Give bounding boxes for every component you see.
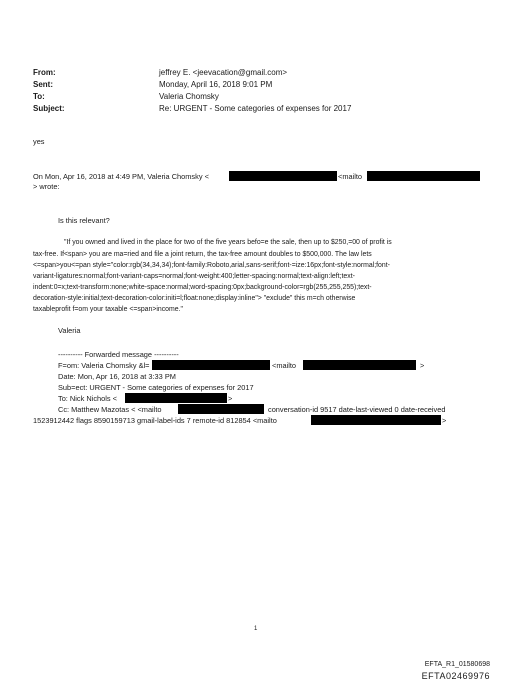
quote-intro-mailto: <mailto (338, 172, 363, 181)
subject-label: Subject: (33, 104, 65, 113)
from-label: From: (33, 68, 56, 77)
redaction-bar (311, 415, 441, 425)
to-label: To: (33, 92, 45, 101)
page-number: 1 (254, 626, 258, 632)
bates-number-r1: EFTA_R1_01580698 (424, 661, 490, 668)
from-value: jeffrey E. <jeevacation@gmail.com> (159, 68, 288, 77)
meta-line: 1523912442 flags 8590159713 gmail-label-ids 7 remote-id 812854 <mailto (33, 416, 277, 425)
meta-line-close: > (442, 416, 447, 425)
subject-value: Re: URGENT - Some categories of expenses for 2017 (159, 104, 352, 113)
fwd-subject-line: Sub=ect: URGENT - Some categories of expenses for 2017 (58, 383, 254, 392)
fwd-from-mailto: <mailto (272, 361, 297, 370)
fwd-date-line: Date: Mon, Apr 16, 2018 at 3:33 PM (58, 372, 176, 381)
fwd-from-close: > (420, 361, 425, 370)
sent-label: Sent: (33, 80, 53, 89)
redaction-bar (303, 360, 416, 370)
signoff-text: Valeria (58, 326, 81, 335)
fwd-cc-meta: conversation-id 9517 date-last-viewed 0 date-received (268, 405, 446, 414)
to-value: Valeria Chomsky (159, 92, 219, 101)
paragraph-line: <=span>you<=pan style="color:rgb(34,34,34);font-family:Roboto,arial,sans-serif;font-=ize:16px;font-style:normal;font- (33, 262, 390, 269)
paragraph-line: variant-ligatures:normal;font-variant-caps=normal;font-weight:400;letter-spacing:normal;text-align:left;text- (33, 273, 355, 280)
fwd-to-close: > (228, 394, 233, 403)
paragraph-line: taxableprofit f=om your taxable <=span>income." (33, 306, 183, 313)
paragraph-line: decoration-style:initial;text-decoration-color:initi=l;float:none;display:inline"> "exclude" this m=ch otherwise (33, 295, 356, 302)
paragraph-line: "If you owned and lived in the place for two of the five years befo=e the sale, then up to $250,=00 of profit is (64, 239, 392, 246)
reply-text: yes (33, 137, 45, 146)
forwarded-header: ---------- Forwarded message ---------- (58, 350, 179, 359)
question-text: Is this relevant? (58, 216, 110, 225)
sent-value: Monday, April 16, 2018 9:01 PM (159, 80, 273, 89)
redaction-bar (125, 393, 227, 403)
redaction-bar (229, 171, 337, 181)
fwd-to-line: To: Nick Nichols < (58, 394, 117, 403)
redaction-bar (178, 404, 264, 414)
quote-intro-line-1: On Mon, Apr 16, 2018 at 4:49 PM, Valeria Chomsky < (33, 172, 209, 181)
bates-number: EFTA02469976 (421, 671, 490, 681)
paragraph-line: tax-free. If<span> you are ma=ried and file a joint return, the tax-free amount doubles to $500,000. The law lets (33, 251, 372, 258)
fwd-cc-line: Cc: Matthew Mazotas < <mailto (58, 405, 162, 414)
redaction-bar (367, 171, 480, 181)
paragraph-line: indent:0=x;text-transform:none;white-space:normal;word-spacing:0px;background-color=rgb(255,255,255);text- (33, 284, 372, 291)
redaction-bar (152, 360, 270, 370)
fwd-from-line: F=om: Valeria Chomsky &l= (58, 361, 150, 370)
quote-intro-line-2: > wrote: (33, 182, 60, 191)
